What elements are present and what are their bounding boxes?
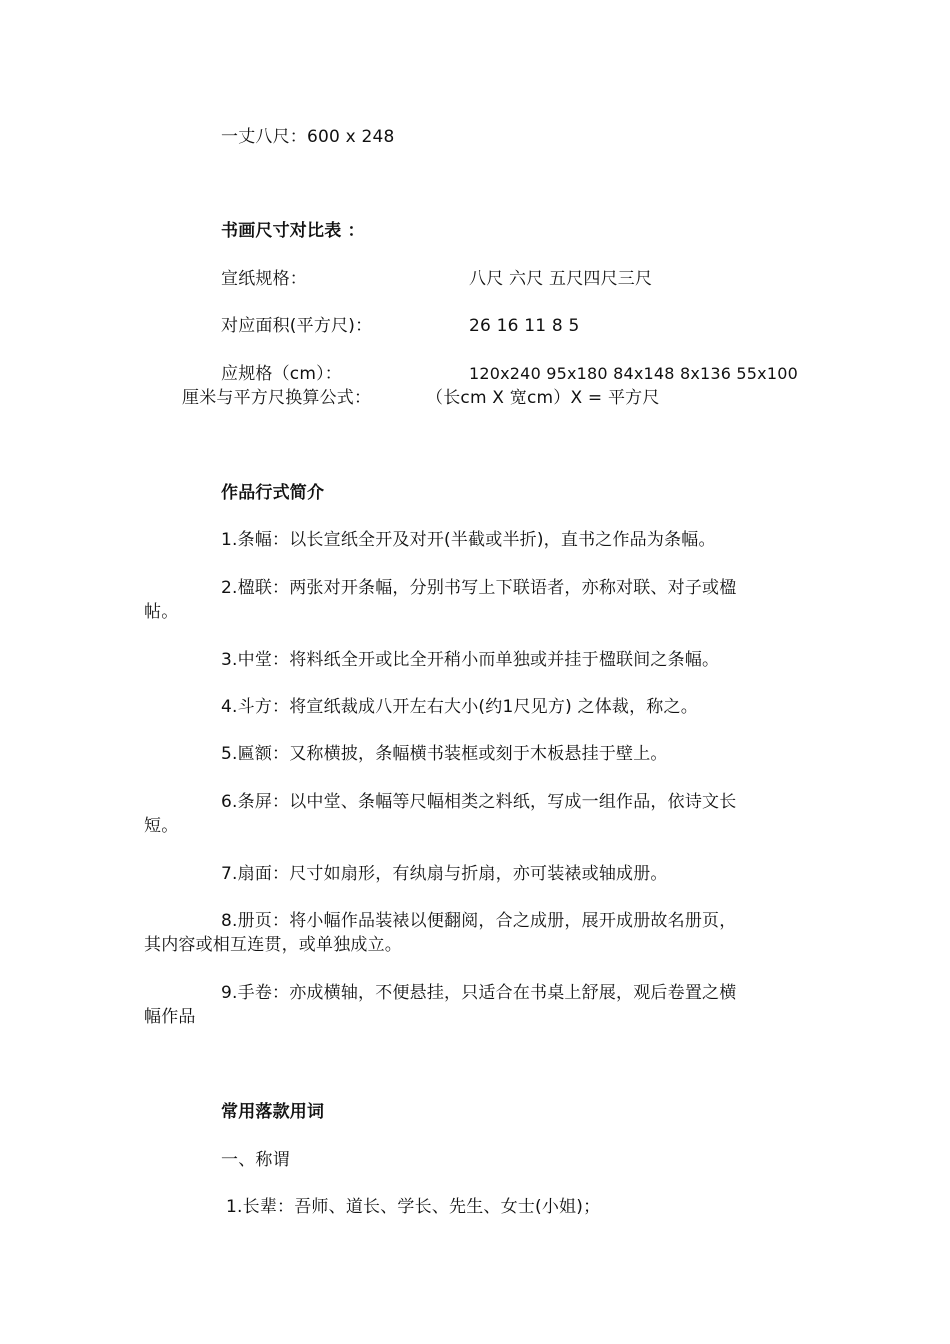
inscriptions-subheading: 一、称谓 [221, 1150, 290, 1170]
table-row-label: 应规格（cm）： [221, 364, 343, 384]
list-item-continuation: 短。 [144, 816, 179, 836]
list-item: 1.条幅：以长宣纸全开及对开(半截或半折)，直书之作品为条幅。 [221, 530, 716, 550]
table-row-value: 八尺 六尺 五尺四尺三尺 [469, 269, 653, 289]
list-item: 2.楹联：两张对开条幅，分别书写上下联语者，亦称对联、对子或楹 [221, 578, 737, 598]
size-table-heading: 书画尺寸对比表 ： [221, 221, 365, 241]
table-row-label: 对应面积(平方尺)： [221, 316, 373, 336]
list-item: 6.条屏：以中堂、条幅等尺幅相类之料纸，写成一组作品，依诗文长 [221, 792, 737, 812]
table-row-value: 120x240 95x180 84x148 8x136 55x100 [469, 364, 798, 383]
list-item: 9.手卷：亦成横轴，不便悬挂，只适合在书桌上舒展，观后卷置之横 [221, 983, 737, 1003]
list-item-continuation: 帖。 [144, 602, 179, 622]
inscriptions-heading: 常用落款用词 [221, 1102, 325, 1122]
formats-heading: 作品行式简介 [221, 483, 325, 503]
conversion-formula-label: 厘米与平方尺换算公式： [182, 388, 372, 408]
size-line-yizhang-bachi: 一丈八尺：600 x 248 [221, 127, 395, 147]
list-item: 8.册页：将小幅作品装裱以便翻阅，合之成册，展开成册故名册页， [221, 911, 737, 931]
list-item: 5.匾额：又称横披，条幅横书装框或刻于木板悬挂于壁上。 [221, 744, 668, 764]
list-item: 3.中堂：将料纸全开或比全开稍小而单独或并挂于楹联间之条幅。 [221, 650, 720, 670]
list-item-continuation: 其内容或相互连贯，或单独成立。 [144, 935, 402, 955]
table-row-value: 26 16 11 8 5 [469, 316, 580, 336]
list-item: 1.长辈：吾师、道长、学长、先生、女士(小姐)； [226, 1197, 601, 1217]
conversion-formula-value: （长cm X 宽cm）X = 平方尺 [426, 388, 660, 408]
list-item: 7.扇面：尺寸如扇形，有纨扇与折扇，亦可装裱或轴成册。 [221, 864, 668, 884]
list-item-continuation: 幅作品 [144, 1007, 196, 1027]
list-item: 4.斗方：将宣纸裁成八开左右大小(约1尺见方) 之体裁，称之。 [221, 697, 698, 717]
table-row-label: 宣纸规格： [221, 269, 307, 289]
